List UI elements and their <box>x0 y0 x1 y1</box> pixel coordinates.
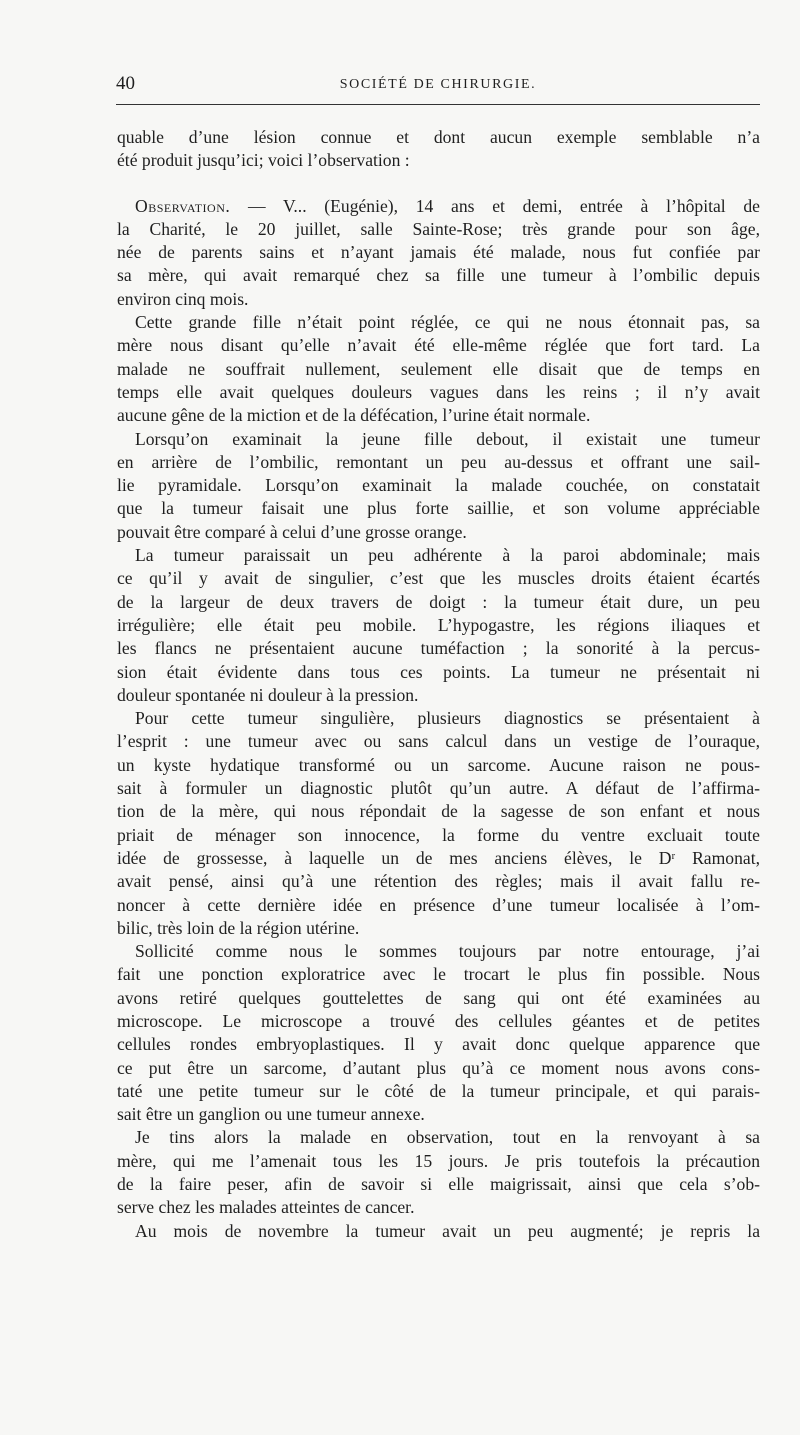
header-rule <box>116 104 760 105</box>
text-line <box>117 195 760 218</box>
paragraph <box>117 126 760 173</box>
text-line: de la faire peser, afin de savoir si elle maigrissait, ainsi que cela s’ob- <box>117 1174 760 1195</box>
text-line: temps elle avait quelques douleurs vagues dans les reins ; il n’y avait <box>117 381 760 402</box>
text-line: un kyste hydatique transformé ou un sarcome. Aucune raison ne pous- <box>117 754 760 775</box>
text-line: mère nous disant qu’elle n’avait été elle-même réglée que fort tard. La <box>117 335 760 356</box>
text-line: priait de ménager son innocence, la forme du ventre excluait toute <box>117 824 760 845</box>
running-head: SOCIÉTÉ DE CHIRURGIE. <box>339 77 537 92</box>
text-line: environ cinq mois. <box>117 288 249 309</box>
text-line: taté une petite tumeur sur le côté de la tumeur principale, et qui parais- <box>117 1080 760 1101</box>
text-line: lie pyramidale. Lorsqu’on examinait la malade couchée, on constatait <box>117 475 760 496</box>
paragraph-observation <box>117 195 760 311</box>
text-line: de la largeur de deux travers de doigt : la tumeur était dure, un peu <box>117 591 760 612</box>
paragraph <box>117 940 760 1126</box>
text-line: l’esprit : une tumeur avec ou sans calcul dans un vestige de l’ouraque, <box>117 731 760 752</box>
text-line: pouvait être comparé à celui d’une grosse orange. <box>117 521 467 542</box>
text-line: ce put être un sarcome, d’autant plus qu’à ce moment nous avons cons- <box>117 1057 760 1078</box>
text-line: été produit jusqu’ici; voici l’observation : <box>117 150 410 171</box>
paragraph <box>117 1220 760 1243</box>
text-line: noncer à cette dernière idée en présence d’une tumeur localisée à l’om- <box>117 894 760 915</box>
paragraph <box>117 544 760 707</box>
paragraph <box>117 311 760 427</box>
text-line: douleur spontanée ni douleur à la pression. <box>117 684 419 705</box>
text-line: Pour cette tumeur singulière, plusieurs diagnostics se présentaient à <box>135 708 760 729</box>
text-line: Au mois de novembre la tumeur avait un peu augmenté; je repris la <box>135 1220 760 1241</box>
text-line: avait pensé, ainsi qu’à une rétention des règles; mais il avait fallu re- <box>117 871 760 892</box>
text-line: irrégulière; elle était peu mobile. L’hypogastre, les régions iliaques et <box>117 614 760 635</box>
observation-label: Observation. <box>135 195 231 216</box>
text-line: Je tins alors la malade en observation, tout en la renvoyant à sa <box>135 1127 760 1148</box>
text-line: sait être un ganglion ou une tumeur annexe. <box>117 1104 425 1125</box>
text-line: les flancs ne présentaient aucune tuméfaction ; la sonorité à la percus- <box>117 638 760 659</box>
text-line: aucune gêne de la miction et de la défécation, l’urine était normale. <box>117 405 591 426</box>
page-number: 40 <box>116 73 135 94</box>
text-line: microscope. Le microscope a trouvé des cellules géantes et de petites <box>117 1010 760 1031</box>
body-text <box>117 126 760 1243</box>
text-line: malade ne souffrait nullement, seulement elle disait que de temps en <box>117 358 760 379</box>
text-line: bilic, très loin de la région utérine. <box>117 917 360 938</box>
text-line: mère, qui me l’amenait tous les 15 jours. Je pris toutefois la précaution <box>117 1150 760 1171</box>
page-header <box>116 72 760 98</box>
text-line: née de parents sains et n’ayant jamais été malade, nous fut confiée par <box>117 242 760 263</box>
text-line: en arrière de l’ombilic, remontant un peu au-dessus et offrant une sail- <box>117 451 760 472</box>
text-line: La tumeur paraissait un peu adhérente à la paroi abdominale; mais <box>135 545 760 566</box>
text-line: quable d’une lésion connue et dont aucun exemple semblable n’a <box>117 127 760 147</box>
text-line: cellules rondes embryoplastiques. Il y avait donc quelque apparence que <box>117 1034 760 1055</box>
text-line: sa mère, qui avait remarqué chez sa fille une tumeur à l’ombilic depuis <box>117 265 760 286</box>
paragraph <box>117 707 760 940</box>
text-line: serve chez les malades atteintes de cancer. <box>117 1197 415 1218</box>
text-line: fait une ponction exploratrice avec le trocart le plus fin possible. Nous <box>117 964 760 985</box>
text-line: sait à formuler un diagnostic plutôt qu’un autre. A défaut de l’affirma- <box>117 778 760 799</box>
paragraph <box>117 1126 760 1219</box>
text-line: Cette grande fille n’était point réglée, ce qui ne nous étonnait pas, sa <box>135 312 760 333</box>
text-line: idée de grossesse, à laquelle un de mes anciens élèves, le Dʳ Ramonat, <box>117 847 760 868</box>
text-line: Lorsqu’on examinait la jeune fille debout, il existait une tumeur <box>135 428 760 449</box>
text-line: que la tumeur faisait une plus forte saillie, et son volume appréciable <box>117 498 760 519</box>
text-line: ce qu’il y avait de singulier, c’est que les muscles droits étaient écartés <box>117 568 760 589</box>
paragraph <box>117 428 760 544</box>
text-line: sion était évidente dans tous ces points. La tumeur ne présentait ni <box>117 661 760 682</box>
text-line: tion de la mère, qui nous répondait de la sagesse de son enfant et nous <box>117 801 760 822</box>
text-line: avons retiré quelques gouttelettes de sang qui ont été examinées au <box>117 987 760 1008</box>
text-line-continuation: — V... (Eugénie), 14 ans et demi, entrée à l’hôpital de <box>230 195 760 216</box>
text-line: la Charité, le 20 juillet, salle Sainte-Rose; très grande pour son âge, <box>117 218 760 239</box>
text-line: Sollicité comme nous le sommes toujours par notre entourage, j’ai <box>135 941 760 962</box>
section-gap <box>117 173 760 195</box>
